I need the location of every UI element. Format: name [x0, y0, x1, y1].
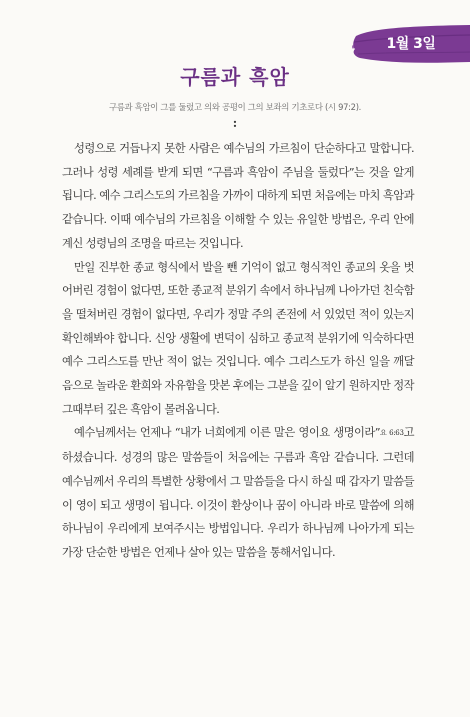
paragraph-3-lead: 예수님께서는 언제나 “내가 너희에게 이른 말은 영이요 생명이라” — [74, 426, 380, 440]
body-text — [62, 137, 414, 565]
date-tab — [352, 22, 470, 66]
divider-dots: : — [232, 116, 238, 130]
scripture-reference: 요 6:63 — [380, 429, 404, 438]
paragraph-2: 만일 진부한 종교 형식에서 발을 뺀 기억이 없고 형식적인 종교의 옷을 벗어버린 경험이 없다면, 또한 종교적 분위기 속에서 하나님께 나아가던 친숙함을 떨쳐버린 경험이 없다면, 우리가 정말 주의 존전에 서 있었던 적이 있는지 확인해봐야 합니다. 신앙 생활에 변덕이 심하고 종교적 분위기에 익숙하다면 예수 그리스도를 만난 적이 없는 것입니다. 예수 그리스도가 하신 일을 깨달음으로 놀라운 환희와 자유함을 맛본 후에는 그분을 깊이 알기 원하지만 정작 그때부터 깊은 흑암이 몰려옵니다. — [62, 260, 414, 416]
date-label: 1월 3일 — [386, 36, 436, 52]
paragraph-1: 성령으로 거듭나지 못한 사람은 예수님의 가르침이 단순하다고 말합니다. 그러나 성령 세례를 받게 되면 “구름과 흑암이 주님을 둘렀다”는 것을 알게 됩니다. 예수 그리스도의 가르침을 가까이 대하게 되면 처음에는 마치 흑암과 같습니다. 이때 예수님의 가르침을 이해할 수 있는 유일한 방법은, 우리 안에 계신 성령님의 조명을 따르는 것입니다. — [62, 142, 414, 250]
scripture-verse: 구름과 흑암이 그를 둘렀고 의와 공평이 그의 보좌의 기초로다 (시 97:2). — [108, 102, 362, 112]
paragraph-3 — [62, 421, 414, 564]
page-title: 구름과 흑암 — [180, 65, 290, 89]
paragraph-3-rest: 고 하셨습니다. 성경의 많은 말씀들이 처음에는 구름과 흑암 같습니다. 그런데 예수님께서 우리의 특별한 상황에서 그 말씀들을 다시 하실 때 갑자기 말씀들이 영이 되고 생명이 됩니다. 이것이 환상이나 꿈이 아니라 바로 말씀에 의해 하나님이 우리에게 보여주시는 방법입니다. 우리가 하나님께 나아가게 되는 가장 단순한 방법은 언제나 살아 있는 말씀을 통해서입니다. — [62, 426, 414, 559]
